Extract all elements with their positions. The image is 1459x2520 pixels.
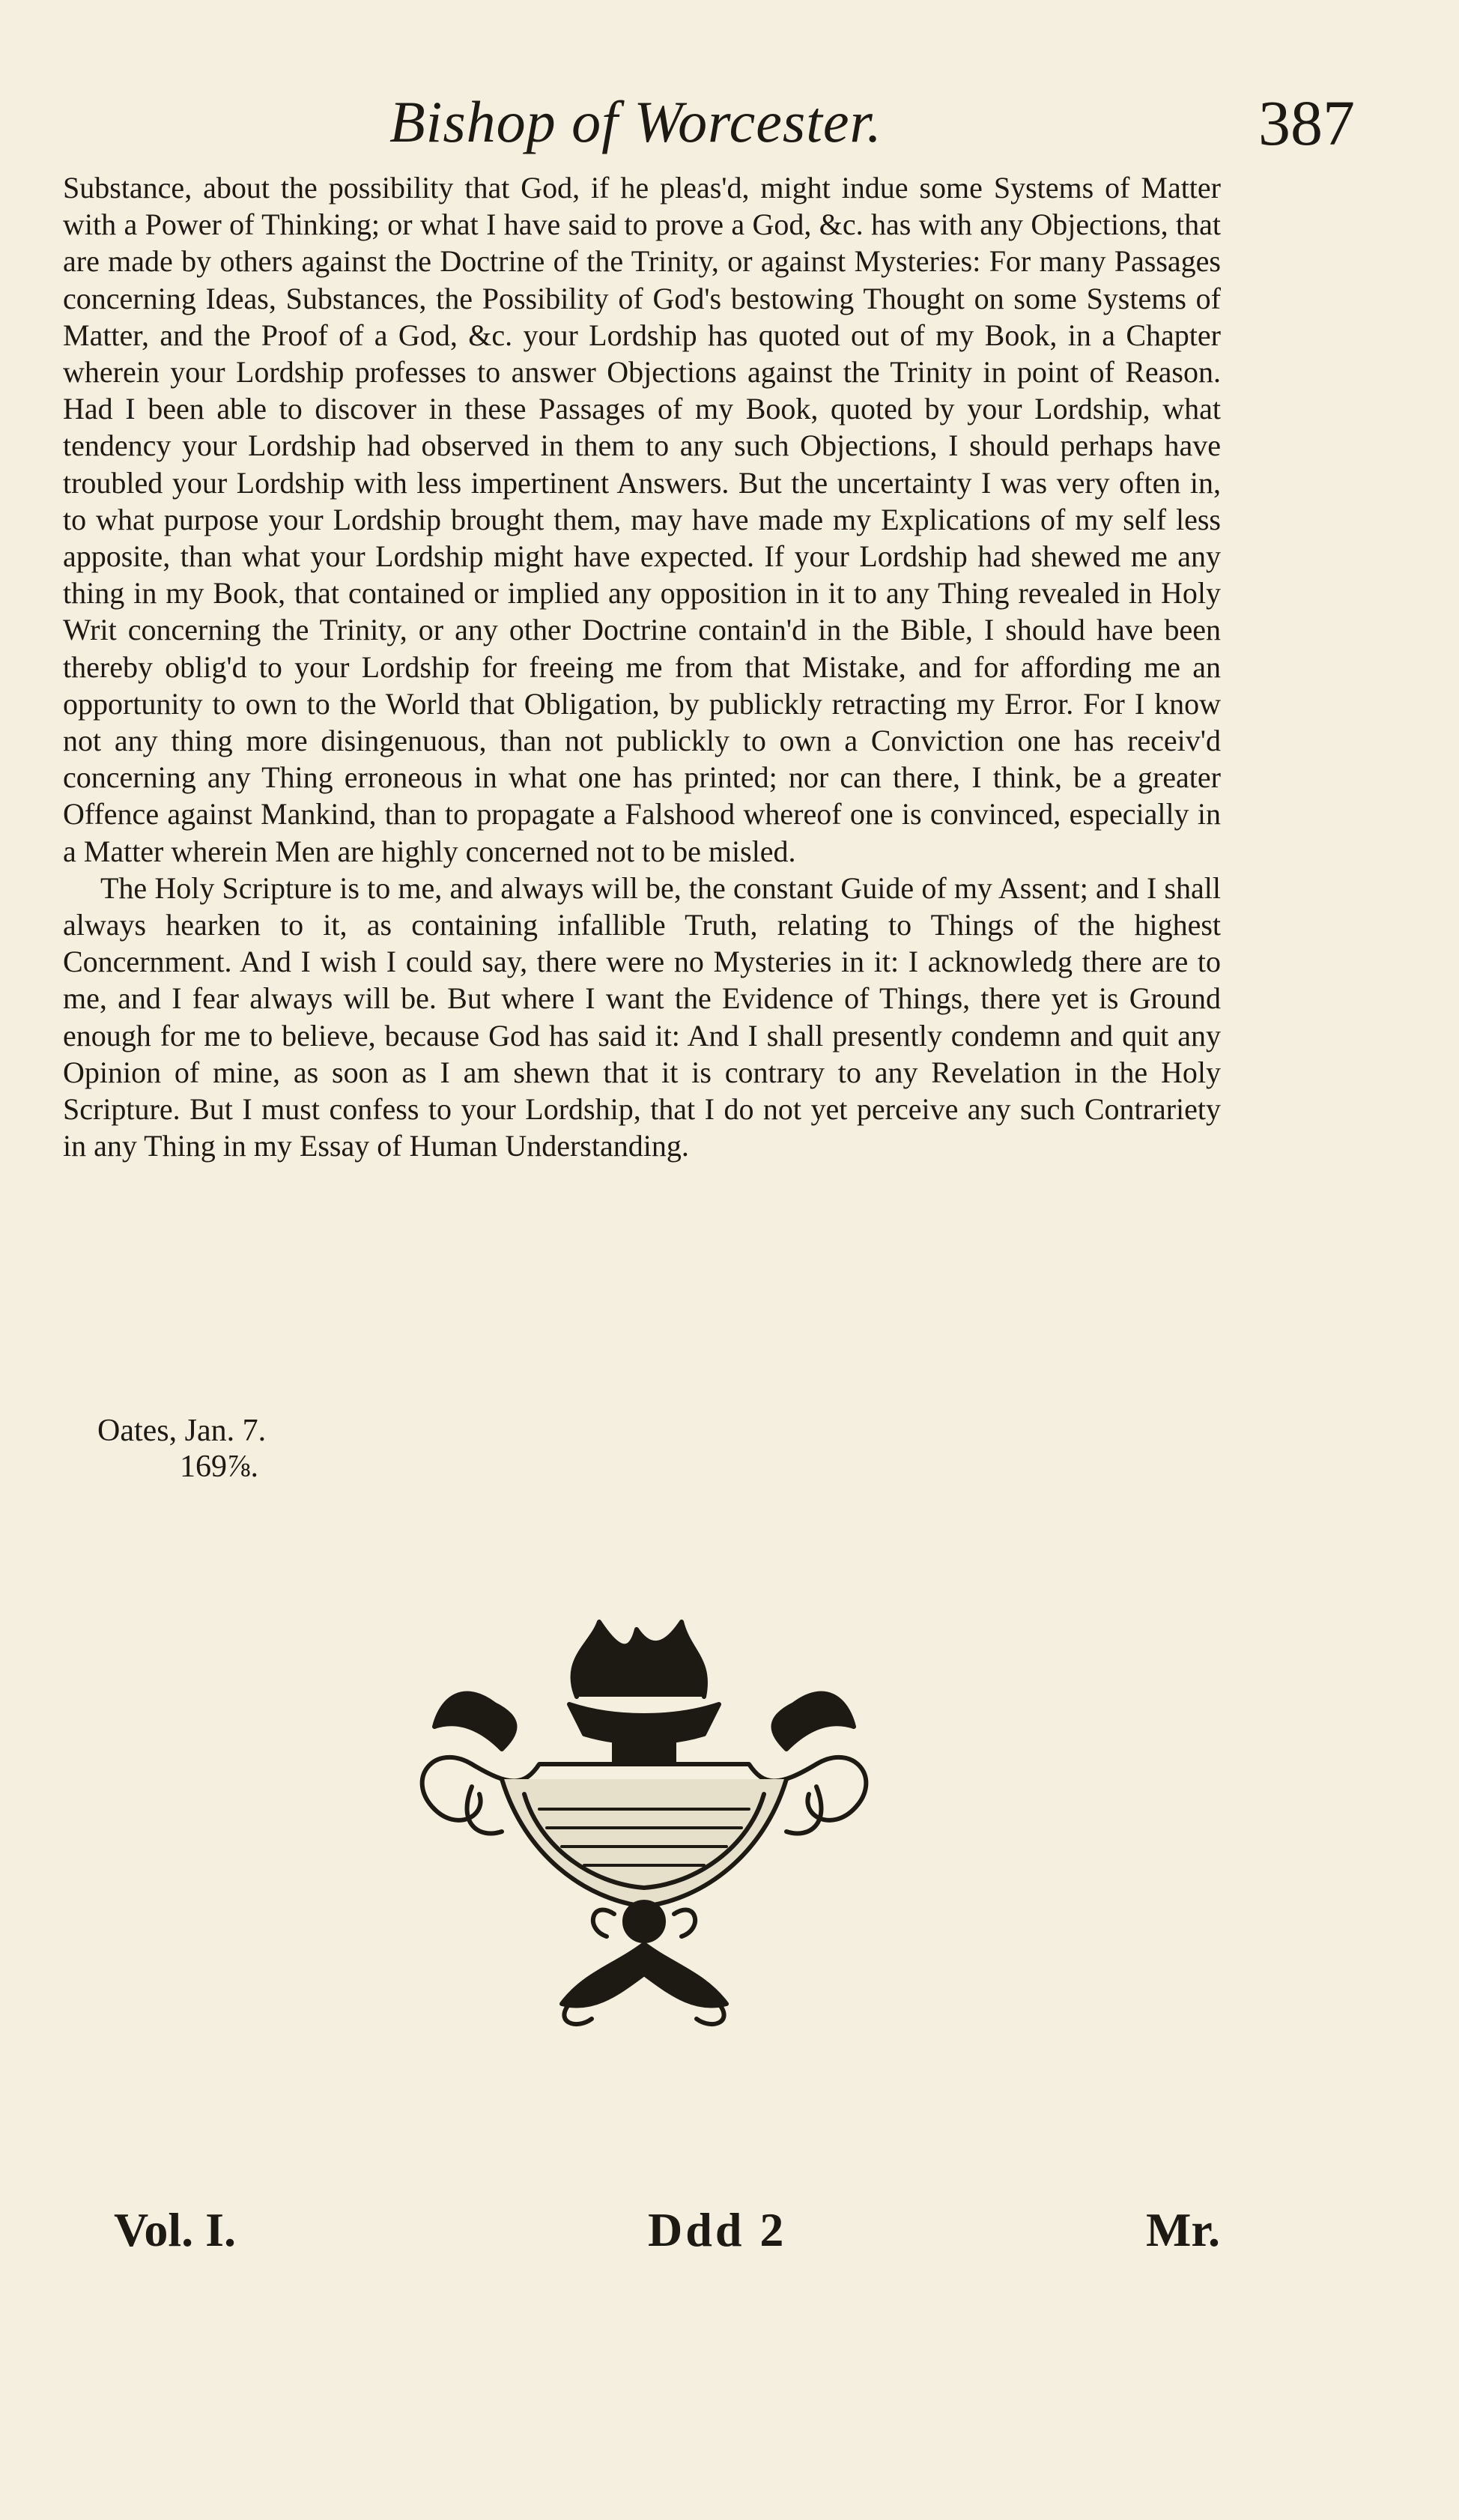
volume-label: Vol. I.: [114, 2203, 237, 2256]
signature-mark: Ddd 2: [648, 2203, 787, 2256]
catchword: Mr.: [1146, 2203, 1220, 2256]
signoff-place-date: Oates, Jan. 7.: [97, 1414, 267, 1448]
page-number: 387: [1258, 87, 1355, 159]
body-text: [63, 169, 1221, 1164]
signoff-year: 169⅞.: [180, 1450, 258, 1484]
page-header: [0, 75, 1459, 165]
paragraph-1: Substance, about the possibility that God, if he pleas'd, might indue some Systems of Matter with a Power of Thinking; or what I have said to prove a God, &c. has with any Objections, that are made by others against the Doctrine of the Trinity, or against Mysteries: For many Passages concerning Ideas, Substances, the Possibility of God's bestowing Thought on some Systems of Matter, and the Proof of a God, &c. your Lordship has quoted out of my Book, in a Chapter wherein your Lordship professes to answer Objections against the Trinity in point of Reason. Had I been able to discover in these Passages of my Book, quoted by your Lordship, what tendency your Lordship had observed in them to any such Objections, I should perhaps have troubled your Lordship with less impertinent Answers. But the uncertainty I was very often in, to what purpose your Lordship brought them, may have made my Explications of my self less apposite, than what your Lordship might have expected. If your Lordship had shewed me any thing in my Book, that contained or implied any opposition in it to any Thing revealed in Holy Writ concerning the Trinity, or any other Doctrine contain'd in the Bible, I should have been thereby oblig'd to your Lordship for freeing me from that Mistake, and for affording me an opportunity to own to the World that Obligation, by publickly retracting my Error. For I know not any thing more disingenuous, than not publickly to own a Conviction one has receiv'd concerning any Thing erroneous in what one has printed; nor can there, I think, be a greater Offence against Mankind, than to propagate a Falshood whereof one is convinced, especially in a Matter wherein Men are highly concerned not to be misled.: [63, 171, 1221, 868]
decorative-urn-tailpiece-icon: [389, 1614, 899, 2034]
page-footer: [0, 2202, 1459, 2292]
paragraph-2: The Holy Scripture is to me, and always will be, the constant Guide of my Assent; and I shall always hearken to it, as containing infallible Truth, relating to Things of the highest Concernment. And I wish I could say, there were no Mysteries in it: I acknowledg there are to me, and I fear always will be. But where I want the Evidence of Things, there yet is Ground enough for me to believe, because God has said it: And I shall presently condemn and quit any Opinion of mine, as soon as I am shewn that it is contrary to any Revelation in the Holy Scripture. But I must confess to your Lordship, that I do not yet perceive any such Contrariety in any Thing in my Essay of Human Understanding.: [63, 870, 1221, 1163]
signoff: [97, 1413, 266, 1485]
running-head: Bishop of Worcester.: [389, 89, 882, 154]
